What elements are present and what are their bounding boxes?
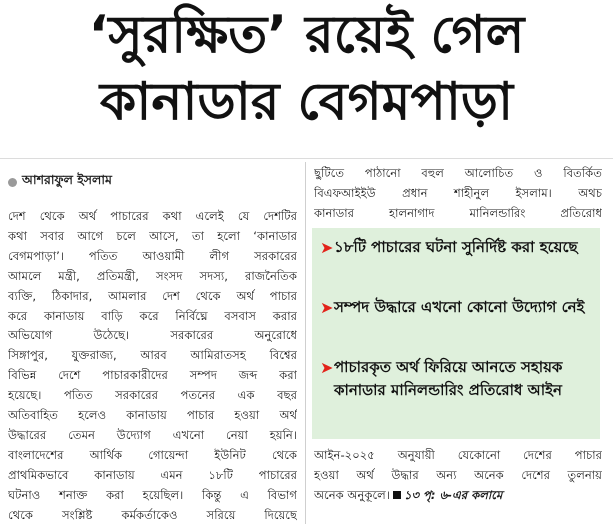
headline-line-2: কানাডার বেগমপাড়া bbox=[99, 72, 514, 132]
text-line: বিএফআইইউ প্রধান শাহীনুল ইসলাম। অথচ bbox=[314, 185, 602, 200]
column-divider bbox=[305, 162, 306, 524]
continuation-reference: ১৩ পৃ: ৬-এর কলামে bbox=[403, 487, 503, 502]
byline bbox=[8, 172, 112, 192]
square-bullet-icon bbox=[393, 491, 401, 499]
right-column-top bbox=[314, 164, 602, 224]
author-name: আশরাফুল ইসলাম bbox=[22, 172, 112, 187]
text-line: বাংলাদেশের আর্থিক গোয়েন্দা ইউনিট থেকে bbox=[8, 447, 297, 462]
text-line: প্রাথমিকভাবে কানাডায় এমন ১৮টি পাচারের bbox=[8, 467, 297, 482]
highlight-item bbox=[320, 356, 595, 401]
text-line: কথা সবার আগে চলে আসে, তা হলো ‘কানাডার bbox=[8, 228, 297, 243]
text-line: ছুটিতে পাঠানো বহুল আলোচিত ও বিতর্কিত bbox=[314, 166, 602, 180]
highlight-item bbox=[320, 296, 595, 319]
highlight-text: পাচারকৃত অর্থ ফিরিয়ে আনতে সহায়ক কানাডার মানিলন্ডারিং প্রতিরোধ আইন bbox=[334, 358, 563, 399]
text-line: অতিবাহিত হলেও কানাডায় পাচার হওয়া অর্থ bbox=[8, 408, 297, 423]
header-rule bbox=[0, 158, 613, 159]
text-line: ঘটনাও শনাক্ত করা হয়েছিল। কিন্তু এ বিভাগ bbox=[8, 487, 297, 502]
highlight-text: সম্পদ উদ্ধারে এখনো কোনো উদ্যোগ নেই bbox=[334, 298, 585, 316]
arrow-icon: ➤ bbox=[320, 238, 334, 257]
bullet-dot-icon bbox=[8, 178, 17, 187]
text-line: কানাডার হালনাগাদ মানিলন্ডারিং প্রতিরোধ bbox=[314, 205, 602, 220]
arrow-icon: ➤ bbox=[320, 298, 334, 317]
text-line: সিঙ্গাপুর, যুক্তরাজ্য, আরব আমিরাতসহ বিশ্বের bbox=[8, 348, 297, 363]
left-column bbox=[8, 207, 297, 526]
text-line: উদ্ধারের তেমন উদ্যোগ এখনো নেয়া হয়নি। bbox=[8, 427, 297, 442]
text-line: ব্যক্তি, ঠিকাদার, আমলার দেশ থেকে অর্থ পাচার bbox=[8, 288, 297, 303]
text-line: আমলে মন্ত্রী, প্রতিমন্ত্রী, সংসদ সদস্য, রাজনৈতিক bbox=[8, 268, 297, 283]
text-line: আইন-২০২৫ অনুযায়ী যেকোনো দেশের পাচার bbox=[314, 448, 602, 462]
text-line: করে কানাডায় বাড়ি করে নির্বিঘ্নে বসবাস করার bbox=[8, 308, 297, 323]
text-line: বেগমপাড়া’। পতিত আওয়ামী লীগ সরকারের bbox=[8, 248, 297, 263]
text-line: হয়েছে। পতিত সরকারের পতনের এক বছর bbox=[8, 388, 297, 403]
text-line: হওয়া অর্থ উদ্ধার অন্য অনেক দেশের তুলনায় bbox=[314, 467, 602, 482]
text-line: অভিযোগ উঠেছে। সরকারের অনুরোধে bbox=[8, 328, 297, 343]
arrow-icon: ➤ bbox=[320, 358, 334, 377]
text-line: দেশ থেকে অর্থ পাচারের কথা এলেই যে দেশটির bbox=[8, 209, 297, 223]
text-line: থেকে সংশ্লিষ্ট কর্মকর্তাকেও সরিয়ে দিয়েছে bbox=[8, 507, 297, 522]
text-line: বিভিন্ন দেশে পাচারকারীদের সম্পদ জব্দ করা bbox=[8, 368, 297, 383]
text-line: অনেক অনুকূলে। ১৩ পৃ: ৬-এর কলামে bbox=[314, 487, 503, 502]
headline-line-1: ‘সুরক্ষিত’ রয়েই গেল bbox=[88, 5, 525, 65]
highlight-box bbox=[312, 228, 600, 439]
right-column-bottom bbox=[314, 446, 602, 506]
highlight-item bbox=[320, 236, 595, 259]
highlight-text: ১৮টি পাচারের ঘটনা সুনির্দিষ্ট করা হয়েছে bbox=[334, 238, 578, 256]
